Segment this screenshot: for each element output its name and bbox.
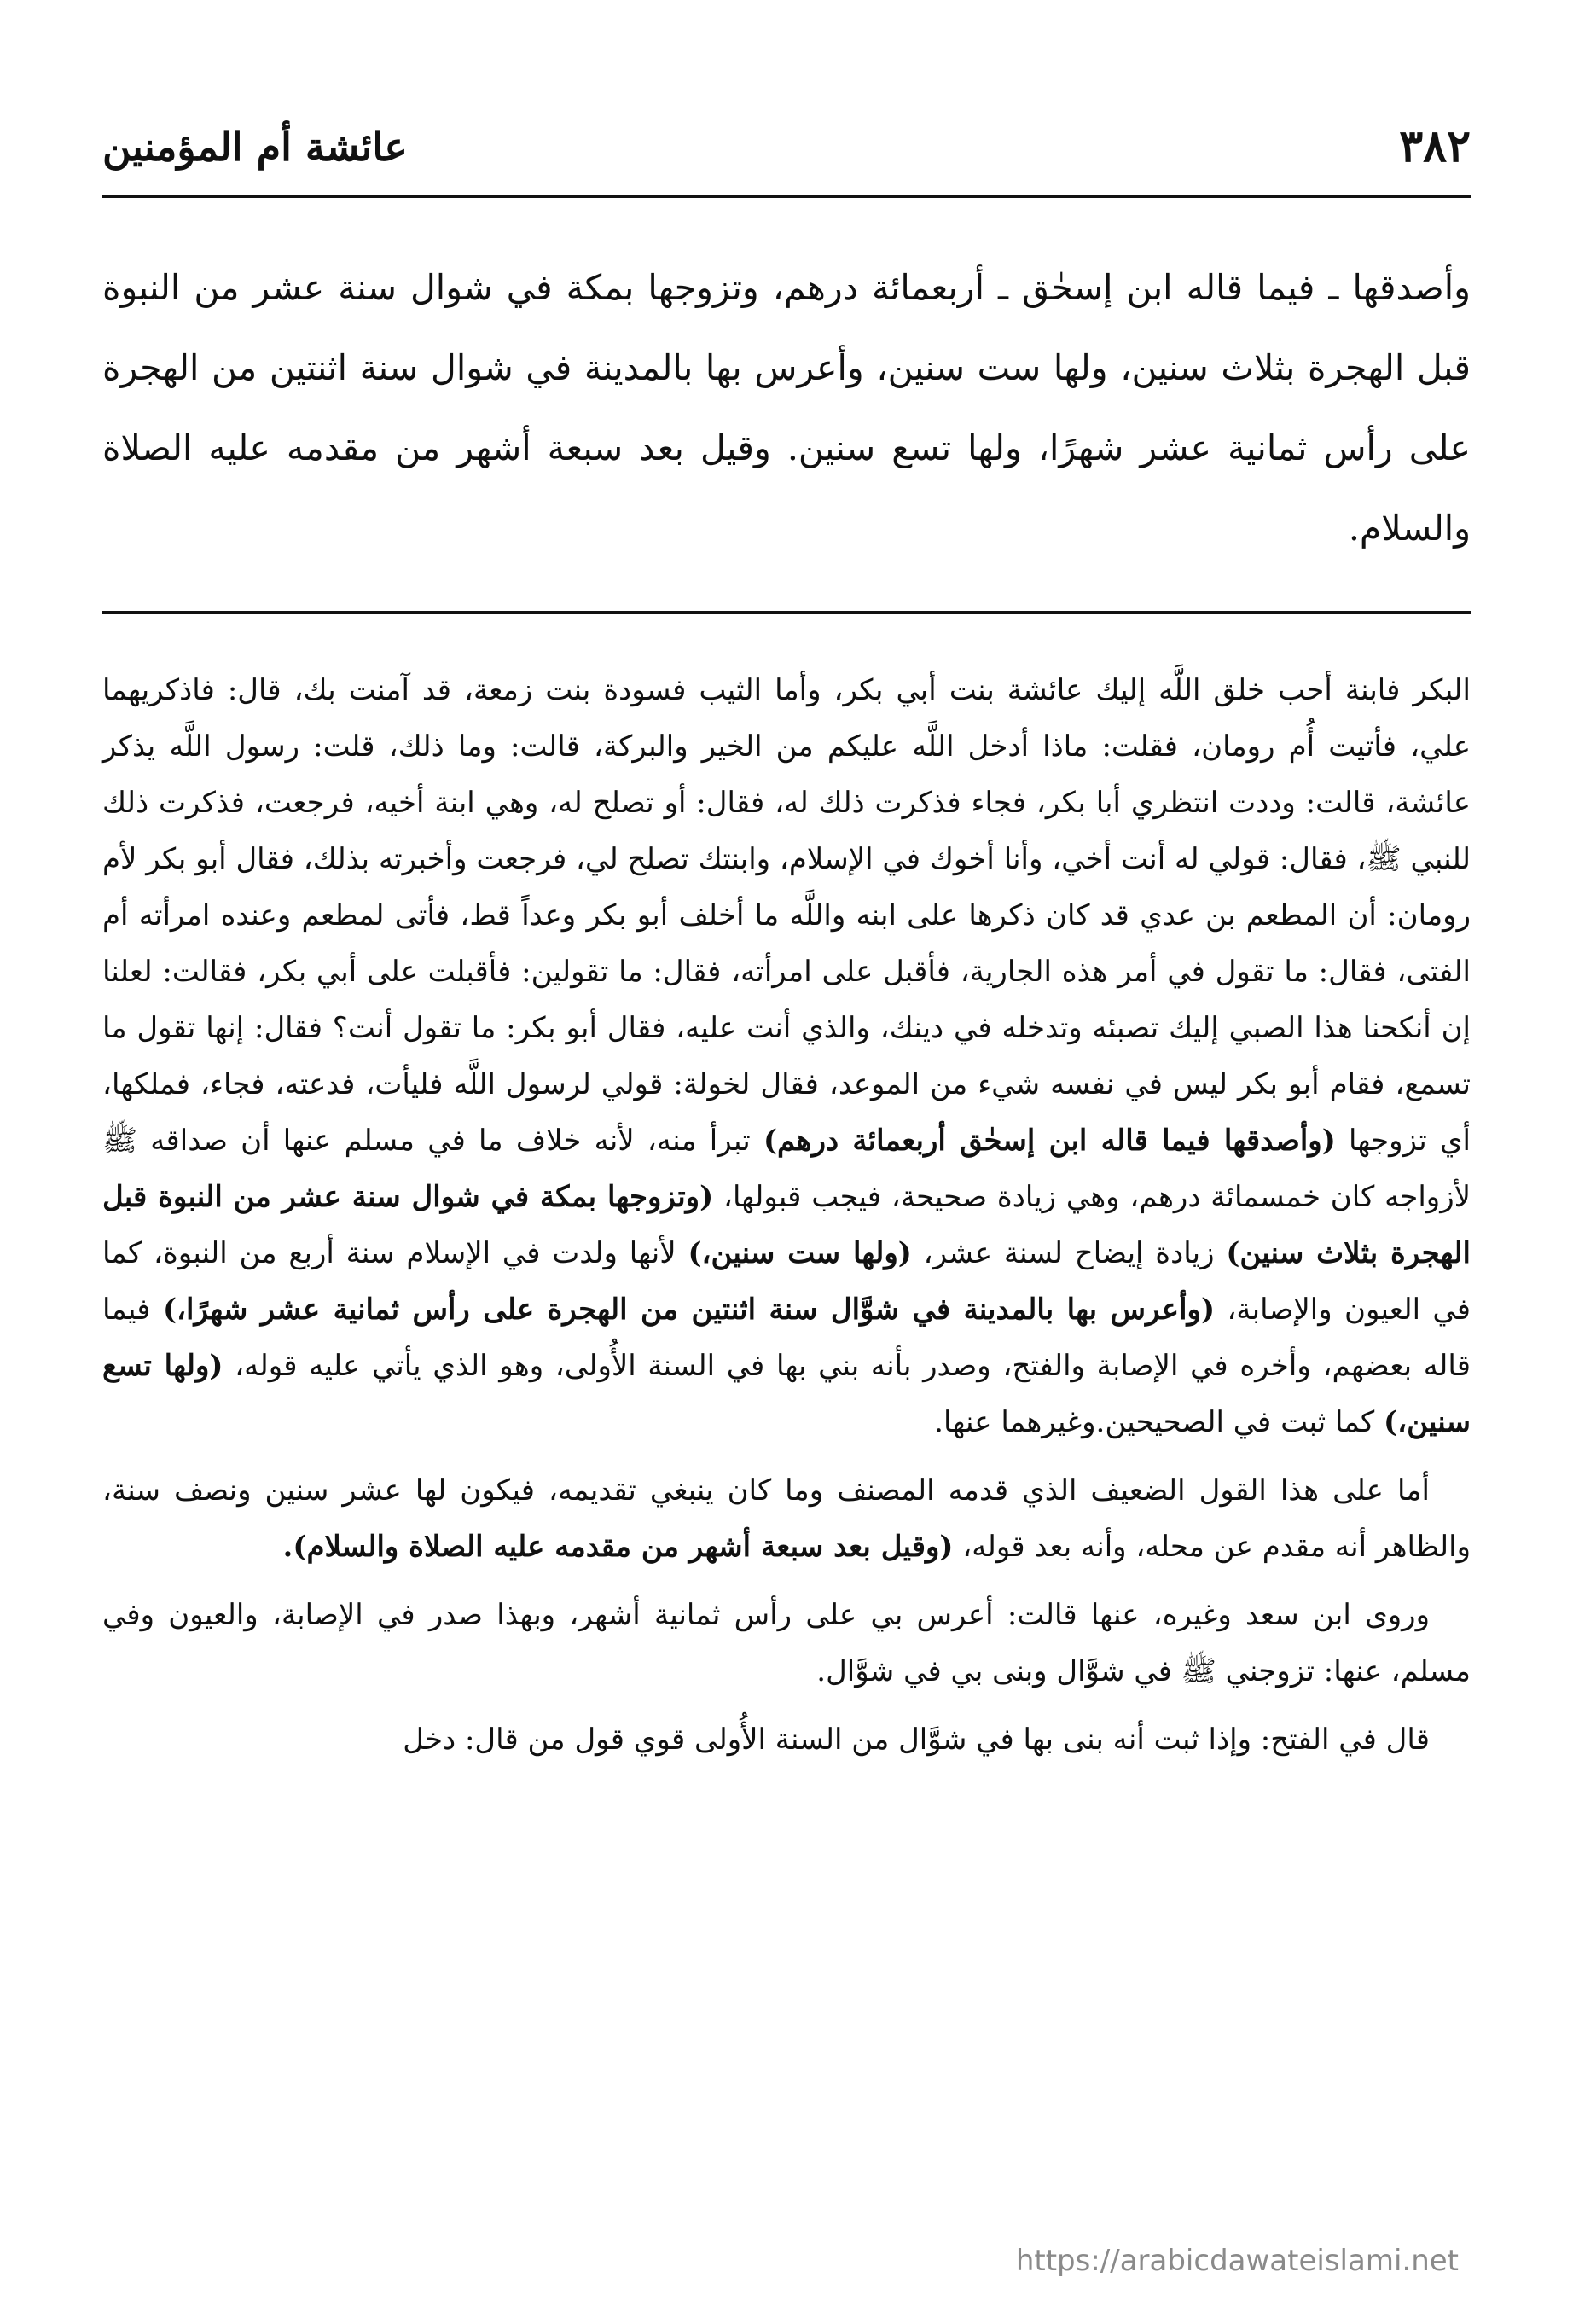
main-paragraph: وأصدقها ـ فيما قاله ابن إسحٰق ـ أربعمائة درهم، وتزوجها بمكة في شوال سنة عشر من النبوة قبل الهجرة بثلاث سنين، ولها ست سنين، وأعرس بها بالمدينة في شوال سنة اثنتين من الهجرة على رأس ثمانية عشر شهرًا، ولها تسع سنين. وقيل بعد سبعة أشهر من مقدمه عليه الصلاة والسلام. [102,267,1471,549]
commentary-text: كما ثبت في الصحيحين.وغيرهما عنها. [934,1405,1384,1439]
commentary-paragraph-2 [102,1462,1471,1575]
commentary-paragraph-4: قال في الفتح: وإذا ثبت أنه بنى بها في شوَّال من السنة الأُولى قوي قول من قال: دخل [403,1723,1430,1757]
quoted-matn: (وقيل بعد سبعة أشهر من مقدمه عليه الصلاة والسلام). [282,1530,954,1564]
commentary-text: زيادة إيضاح لسنة عشر، [911,1236,1227,1270]
commentary-paragraph-3: وروى ابن سعد وغيره، عنها قالت: أعرس بي على رأس ثمانية أشهر، وبهذا صدر في الإصابة، والعيون وفي مسلم، عنها: تزوجني ﷺ في شوَّال وبنى بي في شوَّال. [102,1598,1471,1688]
commentary-text: لأنها ولدت في الإسلام سنة أربع من النبوة، كما في العيون والإصابة، [102,1236,1471,1327]
quoted-matn: (وأعرس بها بالمدينة في شوَّال سنة اثنتين من الهجرة على رأس ثمانية عشر شهرًا،) [162,1293,1216,1327]
quoted-matn: (وأصدقها فيما قاله ابن إسحٰق أربعمائة درهم) [763,1124,1336,1158]
running-title: عائشة أم المؤمنين [102,124,408,170]
main-text [102,247,1471,568]
watermark-url: https://arabicdawateislami.net [1015,2244,1459,2278]
separator-rule [102,611,1471,614]
commentary-paragraph-1 [102,662,1471,1450]
commentary-text: فيما قاله بعضهم، وأخره في الإصابة والفتح، وصدر بأنه بني بها في السنة الأُولى، وهو الذي يأتي عليه قوله، [102,1293,1471,1383]
quoted-matn: (وتزوجها بمكة في شوال سنة عشر من النبوة قبل الهجرة بثلاث سنين) [102,1180,1471,1270]
header-rule [102,195,1471,198]
commentary-text: البكر فابنة أحب خلق اللَّه إليك عائشة بنت أبي بكر، وأما الثيب فسودة بنت زمعة، قد آمنت بك، قال: فاذكريهما علي، فأتيت أُم رومان، فقلت: ماذا أدخل اللَّه عليكم من الخير والبركة، قالت: وما ذلك، قلت: رسول اللَّه يذكر عائشة، قالت: وددت انتظري أبا بكر، فجاء فذكرت ذلك له، فقال: أو تصلح له، وهي ابنة أخيه، فرجعت، فذكرت ذلك للنبي ﷺ، فقال: قولي له أنت أخي، وأنا أخوك في الإسلام، وابنتك تصلح لي، فرجعت وأخبرته بذلك، فقال أبو بكر لأم رومان: أن المطعم بن عدي قد كان ذكرها على ابنه واللَّه ما أخلف أبو بكر وعداً قط، فأتى لمطعم وعنده امرأته أم الفتى، فقال: ما تقول في أمر هذه الجارية، فأقبل على امرأته، فقال: ما تقولين: فأقبلت على أبي بكر، فقالت: لعلنا إن أنكحنا هذا الصبي إليك تصبئه وتدخله في دينك، والذي أنت عليه، فقال أبو بكر: ما تقول أنت؟ فقال: إنها تقول ما تسمع، فقام أبو بكر ليس في نفسه شيء من الموعد، فقال لخولة: قولي لرسول اللَّه فليأت، فدعته، فجاء، فملكها، أي تزوجها [102,673,1471,1158]
commentary [102,662,1471,1780]
page-header [102,113,1471,181]
page-number: ٣٨٢ [1399,120,1471,172]
commentary-text: أما على هذا القول الضعيف الذي قدمه المصنف وما كان ينبغي تقديمه، فيكون لها عشر سنين ونصف سنة، والظاهر أنه مقدم عن محله، وأنه بعد قوله، [102,1473,1471,1564]
quoted-matn: (ولها ست سنين،) [688,1236,912,1270]
quoted-matn: (ولها تسع سنين،) [102,1349,1471,1439]
commentary-text: تبرأ منه، لأنه خلاف ما في مسلم عنها أن صداقه ﷺ لأزواجه كان خمسمائة درهم، وهي زيادة صحيحة، فيجب قبولها، [102,1124,1471,1214]
